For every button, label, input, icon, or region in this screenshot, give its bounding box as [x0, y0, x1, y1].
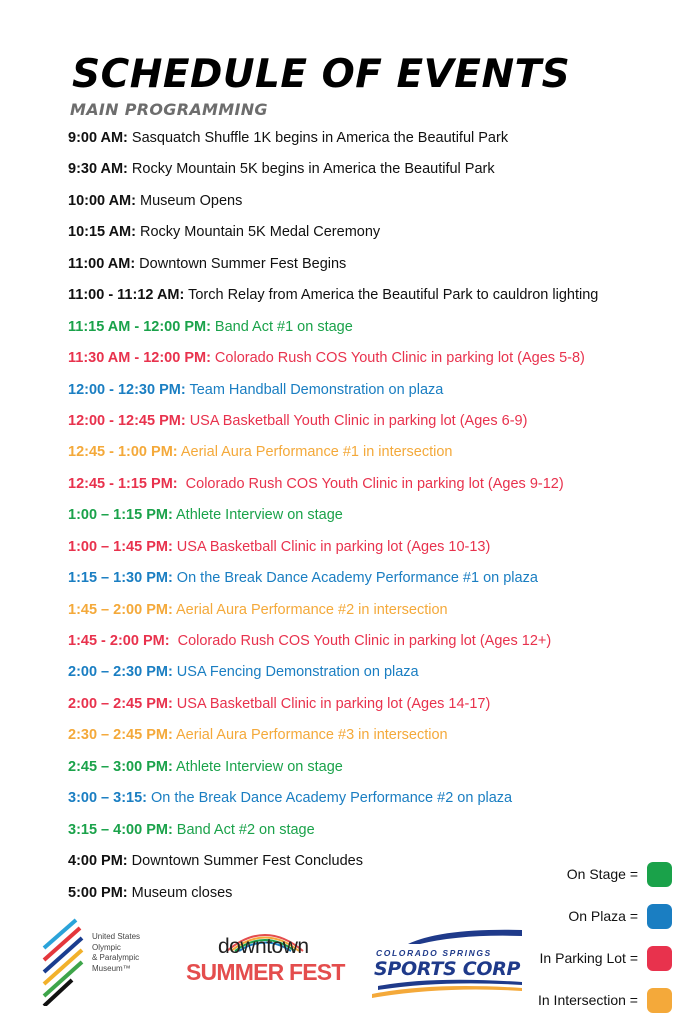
event-list [68, 126, 668, 912]
event-item [68, 723, 668, 754]
event-time: 12:45 - 1:15 PM: [68, 475, 178, 492]
event-description: Athlete Interview on stage [172, 507, 343, 524]
fest-logo-big-text: SUMMER FEST [186, 959, 345, 985]
event-time: 10:15 AM: [68, 224, 136, 241]
sports-corp-logo [372, 924, 532, 1000]
legend-swatch [647, 904, 672, 929]
event-time: 1:45 – 2:00 PM: [68, 601, 173, 618]
event-description: Downtown Summer Fest Concludes [127, 853, 363, 870]
event-description: Athlete Interview on stage [172, 758, 343, 775]
event-item [68, 315, 668, 346]
event-time: 1:00 – 1:45 PM: [68, 538, 173, 555]
legend-label: On Stage = [566, 866, 638, 882]
event-time: 12:00 - 12:30 PM: [68, 381, 186, 398]
event-time: 1:15 – 1:30 PM: [68, 570, 173, 587]
event-item [68, 818, 668, 849]
event-description: On the Break Dance Academy Performance #2 on plaza [147, 790, 513, 807]
event-description: Colorado Rush COS Youth Clinic in parking lot (Ages 12+) [169, 633, 552, 649]
event-item [68, 598, 668, 629]
event-item [68, 189, 668, 220]
legend-item [538, 986, 672, 1014]
event-item [68, 535, 668, 566]
event-item [68, 440, 668, 471]
event-description: Aerial Aura Performance #1 in intersection [177, 444, 453, 461]
legend-item [568, 902, 672, 930]
event-item [68, 157, 668, 188]
event-time: 1:00 – 1:15 PM: [68, 507, 173, 524]
event-time: 10:00 AM: [68, 192, 136, 209]
fest-logo-small-text: downtown [218, 935, 309, 958]
event-time: 2:00 – 2:30 PM: [68, 664, 173, 681]
event-item [68, 472, 668, 503]
event-description: Aerial Aura Performance #3 in intersection [172, 727, 448, 744]
event-item [68, 283, 668, 314]
event-item [68, 378, 668, 409]
event-item [68, 692, 668, 723]
event-time: 9:00 AM: [68, 130, 128, 146]
event-time: 11:00 - 11:12 AM: [68, 287, 185, 304]
event-time: 11:15 AM - 12:00 PM: [68, 318, 211, 335]
event-item [68, 629, 668, 660]
event-time: 1:45 - 2:00 PM: [68, 633, 170, 649]
legend-swatch [647, 988, 672, 1013]
event-time: 2:30 – 2:45 PM: [68, 727, 173, 744]
sports-logo-small-text: COLORADO SPRINGS [376, 948, 492, 958]
event-time: 3:00 – 3:15: [68, 790, 147, 807]
event-description: Torch Relay from America the Beautiful Park to cauldron lighting [184, 287, 599, 304]
event-description: Sasquatch Shuffle 1K begins in America the Beautiful Park [127, 130, 509, 146]
legend-label: In Intersection = [537, 992, 638, 1008]
event-item [68, 786, 668, 817]
event-time: 12:00 - 12:45 PM: [68, 412, 186, 429]
event-item [68, 126, 668, 157]
museum-text-line: & Paralympic [92, 953, 140, 962]
event-time: 4:00 PM: [68, 853, 128, 870]
event-description: Band Act #1 on stage [210, 318, 353, 335]
event-description: USA Basketball Clinic in parking lot (Ages 14-17) [172, 695, 491, 712]
museum-logo-text [92, 932, 140, 974]
legend-label: In Parking Lot = [539, 950, 638, 966]
event-item [68, 755, 668, 786]
event-description: Colorado Rush COS Youth Clinic in parking lot (Ages 9-12) [177, 475, 564, 492]
event-time: 5:00 PM: [68, 884, 128, 901]
event-description: Band Act #2 on stage [172, 821, 315, 838]
legend-swatch [647, 862, 672, 887]
museum-logo [42, 918, 182, 1008]
museum-stripes-icon [42, 918, 90, 1006]
legend-label: On Plaza = [568, 908, 638, 924]
event-time: 11:30 AM - 12:00 PM: [68, 350, 211, 367]
sports-logo-big-text: SPORTS CORP [374, 958, 521, 980]
event-item [68, 252, 668, 283]
page-title: SCHEDULE OF EVENTS [72, 52, 571, 97]
event-time: 2:00 – 2:45 PM: [68, 695, 173, 712]
event-description: USA Basketball Youth Clinic in parking lot (Ages 6-9) [185, 412, 528, 429]
event-time: 9:30 AM: [68, 161, 128, 178]
event-time: 11:00 AM: [68, 255, 136, 272]
event-description: Rocky Mountain 5K begins in America the Beautiful Park [127, 161, 495, 178]
event-item [68, 566, 668, 597]
legend-item [540, 944, 672, 972]
event-description: Colorado Rush COS Youth Clinic in parking lot (Ages 5-8) [210, 350, 585, 367]
event-description: Museum Opens [135, 192, 243, 209]
event-item [68, 409, 668, 440]
museum-text-line: Olympic [92, 942, 121, 952]
event-description: USA Basketball Clinic in parking lot (Ages 10-13) [172, 538, 491, 555]
event-item [68, 503, 668, 534]
event-item [68, 660, 668, 691]
event-description: Rocky Mountain 5K Medal Ceremony [135, 224, 381, 241]
event-item [68, 220, 668, 251]
event-description: Downtown Summer Fest Begins [135, 255, 347, 272]
event-description: Aerial Aura Performance #2 in intersection [172, 601, 448, 618]
museum-text-line: Museum™ [92, 963, 131, 973]
summer-fest-logo [185, 925, 347, 995]
event-description: Museum closes [127, 884, 233, 901]
legend-item [567, 860, 672, 888]
event-time: 2:45 – 3:00 PM: [68, 758, 173, 775]
event-item [68, 346, 668, 377]
section-subtitle: MAIN PROGRAMMING [70, 100, 268, 119]
legend-swatch [647, 946, 672, 971]
event-description: On the Break Dance Academy Performance #1 on plaza [172, 570, 538, 587]
event-description: USA Fencing Demonstration on plaza [172, 664, 419, 681]
museum-text-line: United States [92, 932, 141, 941]
event-time: 3:15 – 4:00 PM: [68, 821, 173, 838]
event-time: 12:45 - 1:00 PM: [68, 444, 178, 461]
event-description: Team Handball Demonstration on plaza [185, 381, 444, 398]
